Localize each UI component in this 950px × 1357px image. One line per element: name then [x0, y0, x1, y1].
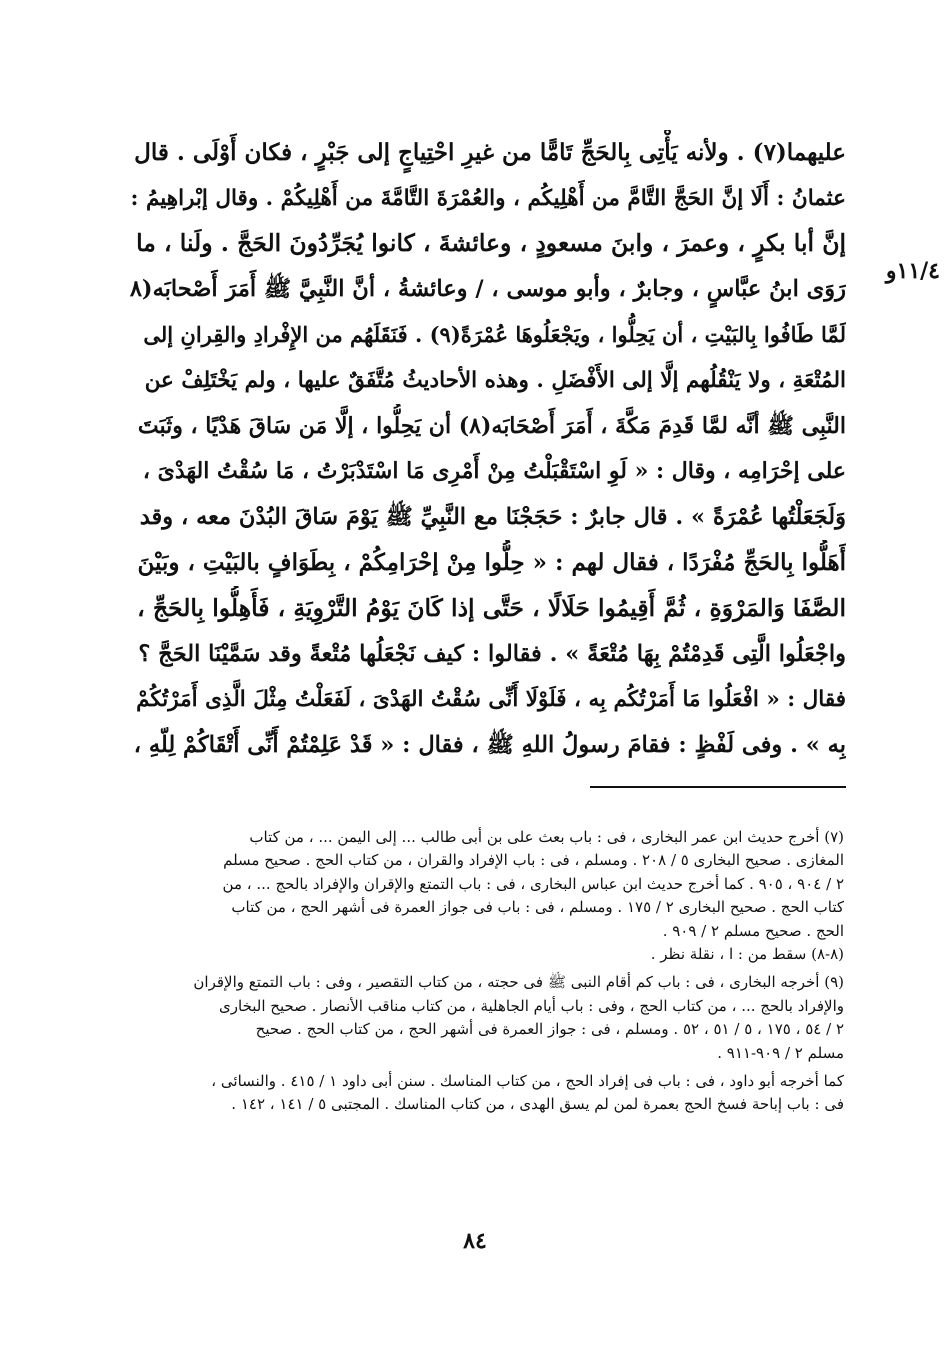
text-line: فقال : « افْعَلُوا مَا أَمَرْتُكُم بِه ، فَلَوْلَا أَنِّى سُقْتُ الهَدْىَ ، لَفَعَلْتُ مِثْلَ الَّذِى أَمَرْتُكُمْ — [136, 687, 846, 713]
footnote-separator — [590, 786, 846, 788]
footnote-line: كما أخرجه أبو داود ، فى : باب فى إفراد الحج ، من كتاب المناسك . سنن أبى داود ١ / ٤١٥ . والنسائى ، — [211, 1071, 844, 1090]
footnote-line: (٧) أخرج حديث ابن عمر البخارى ، فى : باب بعث على بن أبى طالب ... إلى اليمن ... ، من كتاب — [249, 828, 844, 846]
text-line: بِه » . وفى لَفْظٍ : فقامَ رسولُ اللهِ ﷺ ، فقال : « قَدْ عَلِمْتُمْ أَنِّى أَتْقَاكُمْ لِلّهِ ، — [133, 731, 846, 758]
text-line: المُتْعَةِ ، ولا يَنْقُلُهم إلَّا إلى الأَفْضَلِ . وهذه الأحاديثُ مُتَّفَقٌ عليها ، ولم يَخْتَلِفْ عن — [144, 367, 846, 393]
text-line: عثمانُ : أَلَا إنَّ الحَجَّ التَّامَّ من أَهْلِيكُم ، والعُمْرَةَ التَّامَّةَ من أَهْلِيكُمْ . وقال إبْراهِيمُ : — [130, 185, 846, 211]
text-line: لَمَّا طَافُوا بِالبَيْتِ ، أن يَحِلُّوا ، ويَجْعَلُوهَا عُمْرَةً(٩) . فَنَقَلَهُم من الإِفْرادِ والقِرانِ إلى — [143, 322, 846, 348]
text-line: وَلَجَعَلْتُها عُمْرَةً » . قال جابرٌ : حَجَجْنَا مع النَّبِيِّ ﷺ يَوْمَ سَاقَ البُدْنَ معه ، وقد — [139, 503, 846, 530]
text-line: إنَّ أبا بكرٍ ، وعمرَ ، وابنَ مسعودٍ ، وعائشةَ ، كانوا يُجَرِّدُونَ الحَجَّ . ولَنا ، ما — [136, 229, 846, 258]
footnote-8 — [128, 943, 844, 966]
footnote-line: (٨-٨) سقط من : ا ، نقلة نظر . — [650, 944, 844, 963]
footnote-line: ٢ / ٥٤ ، ١٧٥ ، ٥ / ٥١ ، ٥٢ . ومسلم ، فى : جواز العمرة فى أشهر الحج ، من كتاب الحج . صحيح — [255, 1020, 844, 1039]
text-line: النَّبِى ﷺ أنَّه لمَّا قَدِمَ مَكَّةَ ، أَمَرَ أَصْحَابَه(٨) أن يَحِلُّوا ، إلَّا مَن سَاقَ هَدْيًا ، وثَبَتَ — [137, 412, 846, 439]
footnote-line: والإفراد بالحج ... ، من كتاب الحج ، وفى : باب أيام الجاهلية ، من كتاب مناقب الأنصار . صحيح البخارى — [219, 996, 844, 1015]
margin-manuscript-reference: ١١/٤و — [885, 258, 940, 284]
main-text-body — [130, 130, 846, 768]
text-line: أَهَلُّوا بِالحَجِّ مُفْرَدًا ، فقال لهم : « حِلُّوا مِنْ إحْرَامِكُمْ ، بِطَوَافٍ بالبَيْتِ ، وبَيْنَ — [137, 549, 846, 577]
footnote-9 — [128, 971, 844, 1065]
footnote-line: المغازى . صحيح البخارى ٥ / ٢٠٨ . ومسلم ، فى : باب الإفراد والقران ، من كتاب الحج . صحيح مسلم — [223, 851, 844, 870]
footnote-line: (٩) أخرجه البخارى ، فى : باب كم أقام النبى ﷺ فى حجته ، من كتاب التقصير ، وفى : باب التمتع والإقران — [193, 973, 844, 992]
text-line: عليهما(٧) . ولأنه يَأْتِى بِالحَجِّ تَامًّا من غيرِ احْتِياجٍ إلى جَبْرٍ ، فكان أَوْلَى . قال — [134, 139, 846, 166]
footnotes — [128, 826, 844, 1117]
footnote-9-continued — [128, 1070, 844, 1117]
text-line: الصَّفَا وَالمَرْوَةِ ، ثُمَّ أَقِيمُوا حَلَالًا ، حَتَّى إذا كَانَ يَوْمُ التَّرْوِيَةِ ، فَأَهِلُّوا بِالحَجِّ ، — [137, 593, 846, 622]
footnote-line: ٢ / ٩٠٤ ، ٩٠٥ . كما أخرج حديث ابن عباس البخارى ، فى : باب التمتع والإقران والإفراد بالحج ... ، من — [222, 874, 844, 893]
text-line: رَوَى ابنُ عبَّاسٍ ، وجابرٌ ، وأبو موسى ، / وعائشةُ ، أنَّ النَّبِيَّ ﷺ أَمَرَ أَصْحابَه(٨ — [130, 275, 846, 302]
footnote-7 — [128, 826, 844, 943]
footnote-line: مسلم ٢ / ٩٠٩-٩١١ . — [717, 1043, 844, 1062]
footnote-line: الحج . صحيح مسلم ٢ / ٩٠٩ . — [662, 921, 844, 940]
footnote-line: كتاب الحج . صحيح البخارى ٢ / ١٧٥ . ومسلم ، فى : باب فى جواز العمرة فى أشهر الحج ، من كتاب — [231, 898, 844, 917]
footnote-line: فى : باب إباحة فسخ الحج بعمرة لمن لم يسق الهدى ، من كتاب المناسك . المجتبى ٥ / ١٤١ ، ١٤٢ . — [231, 1095, 844, 1114]
page-number: ٨٤ — [463, 1228, 487, 1254]
text-line: على إحْرَامِه ، وقال : « لَوِ اسْتَقْبَلْتُ مِنْ أَمْرِى مَا اسْتَدْبَرْتُ ، مَا سُقْتُ الهَدْىَ ، — [142, 458, 846, 485]
text-line: واجْعَلُوا الَّتِى قَدِمْتُمْ بِهَا مُتْعَةً » . فقالوا : كيف نَجْعَلُها مُتْعةً وقد سَمَّيْنَا الحَجَّ ؟ — [138, 640, 846, 667]
